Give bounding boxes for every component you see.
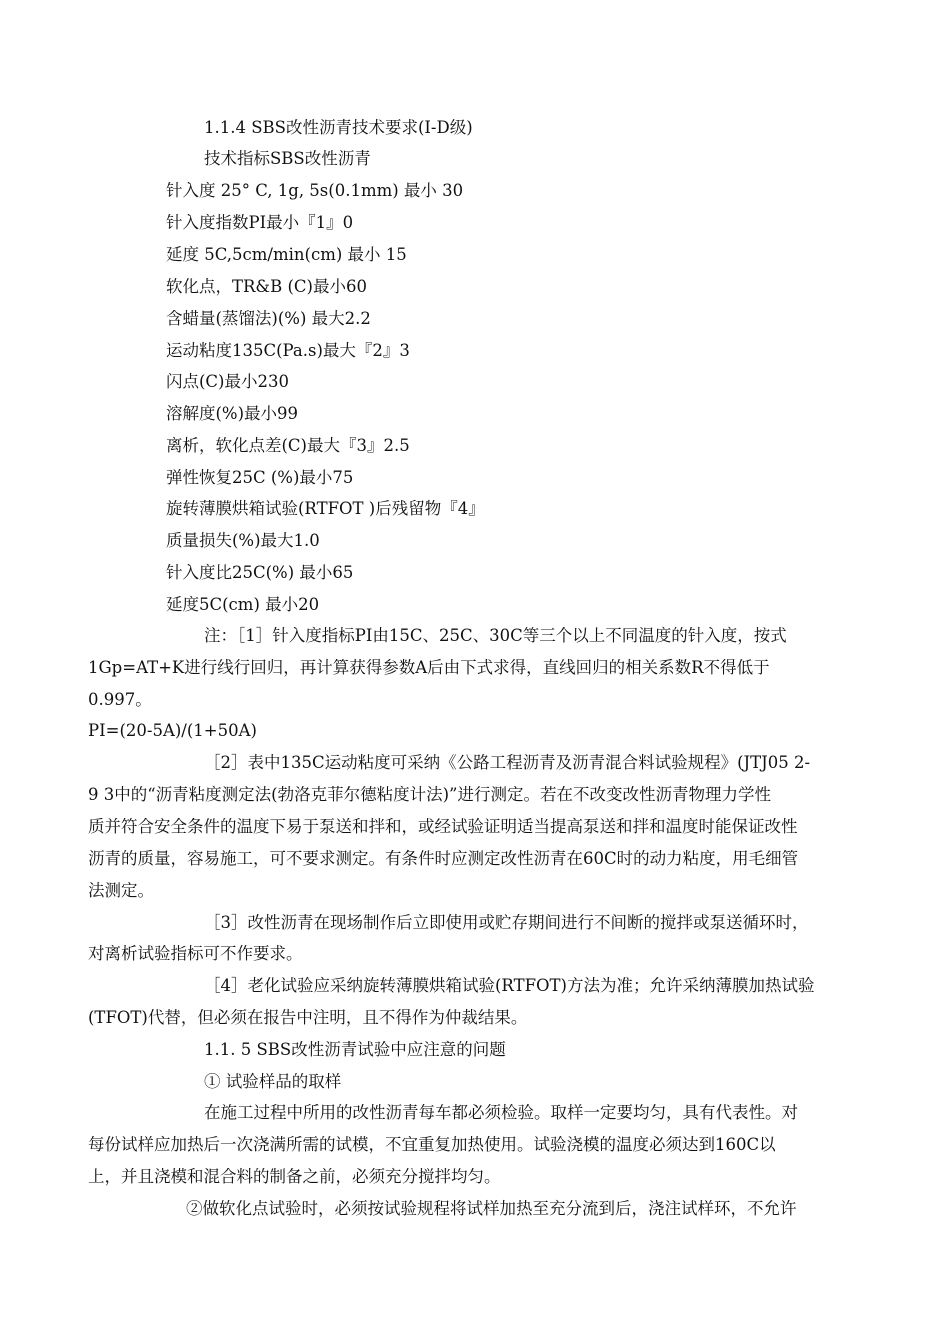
item-1-title: ① 试验样品的取样 xyxy=(204,1072,342,1091)
note-1-line: 1Gp=AT+K进行线行回归，再计算获得参数A后由下式求得，直线回归的相关系数R不得低于 xyxy=(88,658,770,677)
note-2-line: ［2］表中135C运动粘度可采纳《公路工程沥青及沥青混合料试验规程》(JTJ05 2- xyxy=(204,753,811,772)
spec-table-header: 技术指标SBS改性沥青 xyxy=(204,149,371,168)
spec-line: 延度 5C,5cm/min(cm) 最小 15 xyxy=(166,245,407,264)
spec-line: 运动粘度135C(Pa.s)最大『2』3 xyxy=(166,341,410,360)
note-2-line: 质并符合安全条件的温度下易于泵送和拌和，或经试验证明适当提高泵送和拌和温度时能保证改性 xyxy=(88,817,798,836)
note-1-line: 0.997。 xyxy=(88,690,152,709)
spec-line: 旋转薄膜烘箱试验(RTFOT )后残留物『4』 xyxy=(166,499,485,518)
spec-line: 针入度指数PI最小『1』0 xyxy=(166,213,354,232)
note-3-line: ［3］改性沥青在现场制作后立即使用或贮存期间进行不间断的搅拌或泵送循环时， xyxy=(204,913,809,932)
note-2-line: 9 3中的“沥青粘度测定法(勃洛克菲尔德粘度计法)”进行测定。若在不改变改性沥青物理力学性 xyxy=(88,785,771,804)
spec-line: 延度5C(cm) 最小20 xyxy=(166,595,320,614)
item-1-body-line: 每份试样应加热后一次浇满所需的试模，不宜重复加热使用。试验浇模的温度必须达到160C以 xyxy=(88,1135,776,1154)
pi-formula: PI=(20-5A)/(1+50A) xyxy=(88,721,257,740)
note-2-line: 沥青的质量，容易施工，可不要求测定。有条件时应测定改性沥青在60C时的动力粘度，用毛细管 xyxy=(88,849,799,868)
note-4-line: ［4］老化试验应采纳旋转薄膜烘箱试验(RTFOT)方法为准；允许采纳薄膜加热试验 xyxy=(204,976,815,995)
item-2-body-line: ②做软化点试验时，必须按试验规程将试样加热至充分流到后，浇注试样环，不允许 xyxy=(186,1199,797,1218)
spec-line: 质量损失(%)最大1.0 xyxy=(166,531,320,550)
spec-line: 针入度 25° C, 1g, 5s(0.1mm) 最小 30 xyxy=(166,181,464,200)
spec-line: 离析，软化点差(C)最大『3』2.5 xyxy=(166,436,410,455)
spec-line: 软化点，TR&B (C)最小60 xyxy=(166,277,367,296)
section-title-1-1-5: 1.1. 5 SBS改性沥青试验中应注意的问题 xyxy=(204,1040,506,1059)
note-3-line: 对离析试验指标可不作要求。 xyxy=(88,944,303,963)
item-1-body-line: 上，并且浇模和混合料的制备之前，必须充分搅拌均匀。 xyxy=(88,1167,501,1186)
section-title-1-1-4: 1.1.4 SBS改性沥青技术要求(I-D级) xyxy=(204,118,473,137)
spec-line: 含蜡量(蒸馏法)(%) 最大2.2 xyxy=(166,309,371,328)
note-2-line: 法测定。 xyxy=(88,881,154,900)
note-1-line: 注：［1］针入度指标PI由15C、25C、30C等三个以上不同温度的针入度，按式 xyxy=(204,626,787,645)
spec-line: 弹性恢复25C (%)最小75 xyxy=(166,468,354,487)
note-4-line: (TFOT)代替，但必须在报告中注明，且不得作为仲裁结果。 xyxy=(88,1008,528,1027)
spec-line: 溶解度(%)最小99 xyxy=(166,404,299,423)
spec-line: 针入度比25C(%) 最小65 xyxy=(166,563,354,582)
item-1-body-line: 在施工过程中所用的改性沥青每车都必须检验。取样一定要均匀，具有代表性。对 xyxy=(204,1103,798,1122)
spec-line: 闪点(C)最小230 xyxy=(166,372,289,391)
